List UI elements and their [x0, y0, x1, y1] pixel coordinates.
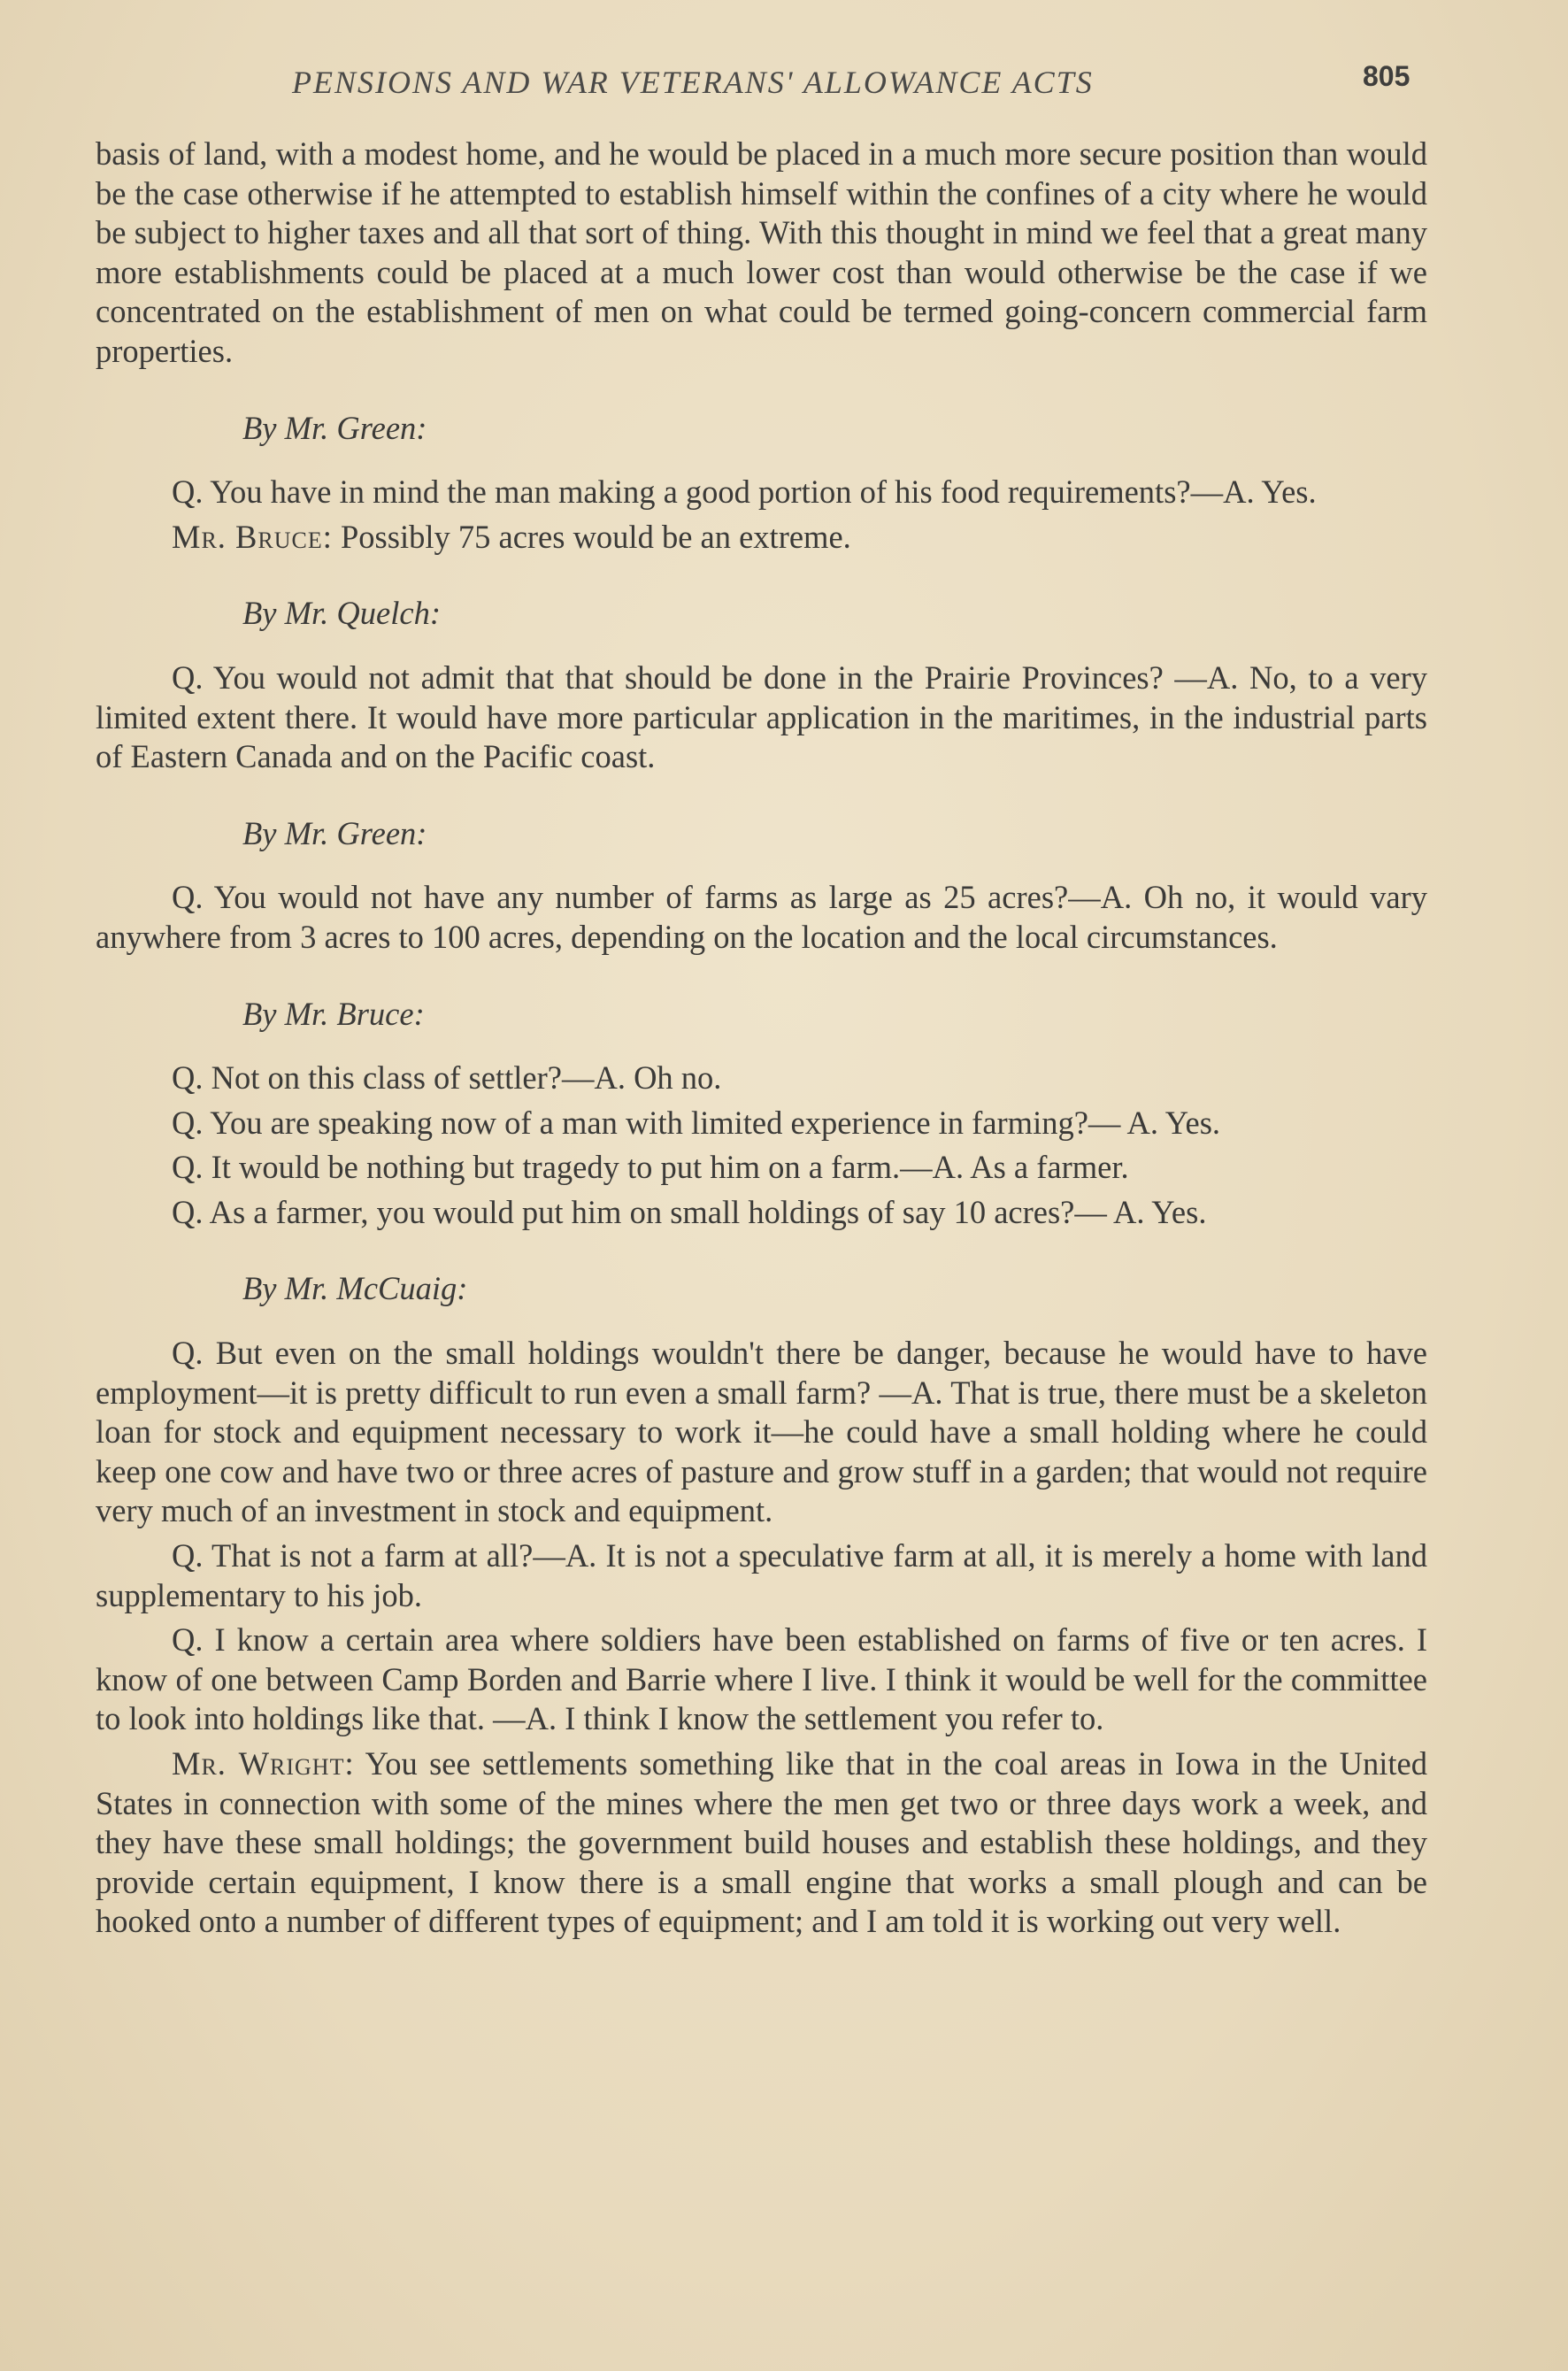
running-title: PENSIONS AND WAR VETERANS' ALLOWANCE ACTS — [292, 65, 1094, 100]
question-answer: Q. You have in mind the man making a good portion of his food requirements?—A. Yes. — [172, 473, 1317, 511]
examiner-heading: By Mr. Green: — [242, 814, 427, 851]
paragraph: basis of land, with a modest home, and he would be placed in a much more secure position than would be the case otherwise if he attempted to establish himself within the confines of a city where he would be subject to higher taxes and all that sort of thing. With this thought in mind we feel that a great many more establishments could be placed at a much lower cost than would otherwise be the case if we concentrated on the establishment of men on what could be termed going-concern commercial farm properties. — [96, 135, 1427, 369]
examiner-heading: By Mr. Bruce: — [242, 995, 425, 1032]
question-answer: Q. I know a certain area where soldiers have been established on farms of five or ten acres. I know of one between Camp Borden and Barrie where I live. I think it would be well for the committee to look into holdings like that. —A. I think I know the settlement you refer to. — [96, 1621, 1427, 1737]
question-answer: Q. You would not have any number of farms as large as 25 acres?—A. Oh no, it would vary anywhere from 3 acres to 100 acres, depending on the location and the local circumstances. — [96, 879, 1427, 955]
question-answer: Q. But even on the small holdings wouldn't there be danger, because he would have to have employment—it is pretty difficult to run even a small farm? —A. That is true, there must be a skeleton loan for stock and equipment necessary to work it—he could have a small holding where he could keep one cow and have two or three acres of pasture and grow stuff in a garden; that would not require very much of an investment in stock and equipment. — [96, 1335, 1427, 1529]
page-number: 805 — [1363, 60, 1410, 92]
speaker-text: You see settlements something like that in the coal areas in Iowa in the United States in connection with some of the mines where the men get two or three days work a week, and they have these small holdings; the government build houses and establish these holdings, and they provide certain equipment, I know there is a small engine that works a small plough and can be hooked onto a number of different types of equipment; and I am told it is working out very well. — [96, 1745, 1427, 1940]
speaker-name: Mr. Wright: — [172, 1745, 355, 1782]
page-header — [97, 60, 1425, 113]
question-answer: Q. You would not admit that that should be done in the Prairie Provinces? —A. No, to a very limited extent there. It would have more particular application in the maritimes, in the industrial parts of Eastern Canada and on the Pacific coast. — [96, 658, 1427, 775]
question-answer: Q. Not on this class of settler?—A. Oh no. — [172, 1059, 722, 1097]
speaker-name: Mr. Bruce: — [172, 518, 333, 555]
examiner-heading: By Mr. McCuaig: — [242, 1270, 468, 1307]
question-answer: Q. As a farmer, you would put him on small holdings of say 10 acres?— A. Yes. — [172, 1193, 1207, 1230]
examiner-heading: By Mr. Green: — [242, 409, 427, 446]
body-text — [96, 135, 1427, 1947]
question-answer: Q. It would be nothing but tragedy to put him on a farm.—A. As a farmer. — [172, 1149, 1129, 1186]
speaker-statement — [96, 518, 1427, 558]
speaker-text: Possibly 75 acres would be an extreme. — [341, 518, 851, 555]
question-answer: Q. That is not a farm at all?—A. It is not a speculative farm at all, it is merely a home with land supplementary to his job. — [96, 1537, 1427, 1613]
question-answer: Q. You are speaking now of a man with limited experience in farming?— A. Yes. — [172, 1104, 1221, 1141]
examiner-heading: By Mr. Quelch: — [242, 595, 441, 632]
speaker-statement — [96, 1744, 1427, 1942]
